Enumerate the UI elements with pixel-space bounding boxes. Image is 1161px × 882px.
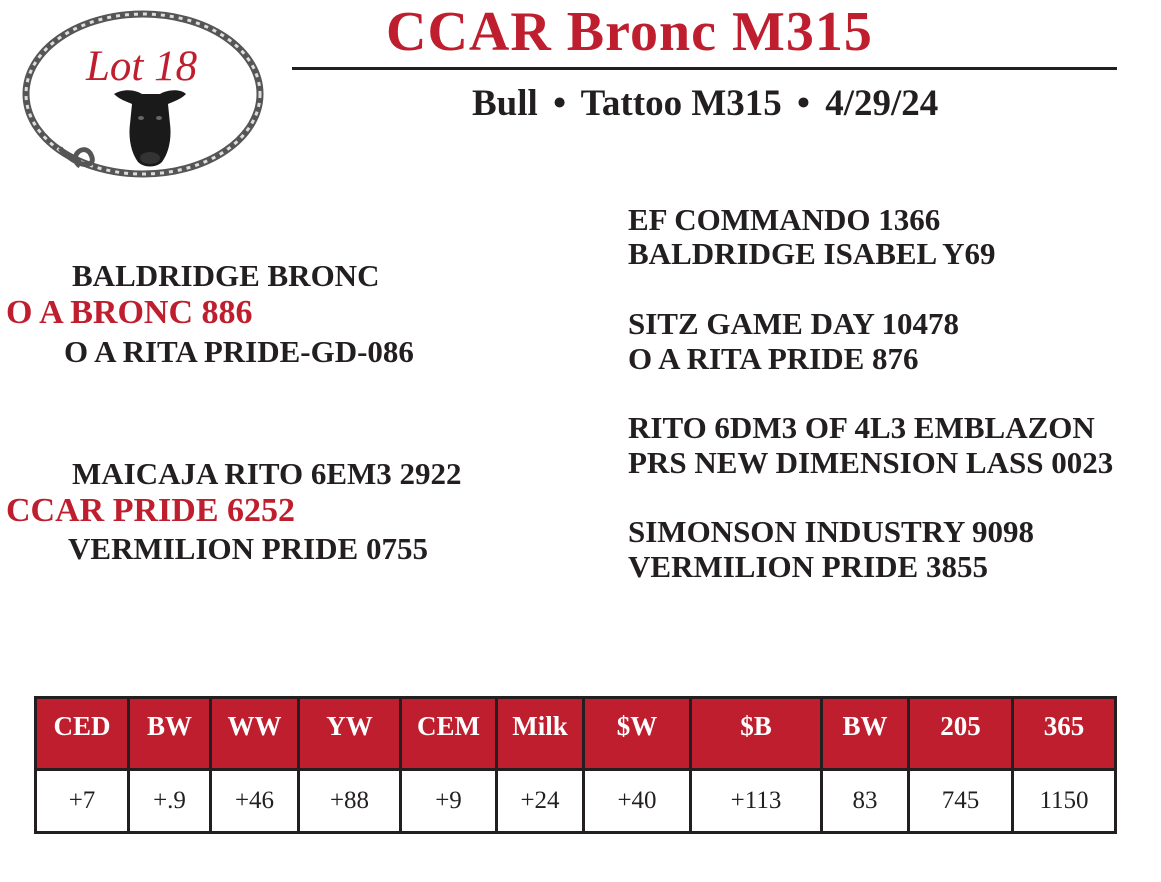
header-divider	[292, 67, 1117, 70]
epd-value-cell: +46	[211, 770, 299, 833]
epd-header-cell: WW	[211, 698, 299, 770]
epd-value-row	[36, 770, 1116, 833]
epd-header-cell: BW	[822, 698, 909, 770]
separator-dot: •	[553, 83, 567, 124]
lot-label: Lot 18	[86, 43, 198, 90]
epd-header-row	[36, 698, 1116, 770]
tattoo-label: Tattoo M315	[580, 83, 782, 124]
epd-header-cell: $B	[691, 698, 822, 770]
sire-dam: O A RITA PRIDE-GD-086	[64, 334, 414, 369]
epd-header-cell: $W	[584, 698, 691, 770]
grandparent-line: SIMONSON INDUSTRY 9098	[628, 514, 1034, 549]
epd-value-cell: +7	[36, 770, 129, 833]
grandparent-line: O A RITA PRIDE 876	[628, 341, 919, 376]
sire-sire: BALDRIDGE BRONC	[72, 258, 380, 293]
epd-header-cell: BW	[129, 698, 211, 770]
animal-title: CCAR Bronc M315	[386, 1, 873, 63]
grandparent-line: PRS NEW DIMENSION LASS 0023	[628, 445, 1114, 480]
dam-name: CCAR PRIDE 6252	[6, 492, 295, 529]
dam-sire: MAICAJA RITO 6EM3 2922	[72, 456, 462, 491]
epd-value-cell: +9	[401, 770, 497, 833]
epd-header-cell: 205	[909, 698, 1013, 770]
epd-value-cell: 1150	[1013, 770, 1116, 833]
dam-dam: VERMILION PRIDE 0755	[68, 531, 428, 566]
separator-dot: •	[797, 83, 810, 124]
birth-date: 4/29/24	[825, 83, 939, 124]
lot-logo	[20, 8, 270, 186]
epd-value-cell: +24	[497, 770, 584, 833]
angus-bull-head-icon	[110, 84, 190, 170]
epd-value-cell: +88	[299, 770, 401, 833]
epd-value-cell: 83	[822, 770, 909, 833]
epd-header-cell: CEM	[401, 698, 497, 770]
epd-value-cell: +113	[691, 770, 822, 833]
sire-name: O A BRONC 886	[6, 294, 253, 331]
epd-value-cell: 745	[909, 770, 1013, 833]
epd-header-cell: YW	[299, 698, 401, 770]
epd-header-cell: 365	[1013, 698, 1116, 770]
epd-value-cell: +.9	[129, 770, 211, 833]
animal-subtitle	[472, 82, 938, 125]
epd-value-cell: +40	[584, 770, 691, 833]
epd-header-cell: CED	[36, 698, 129, 770]
grandparent-line: BALDRIDGE ISABEL Y69	[628, 236, 996, 271]
grandparent-line: SITZ GAME DAY 10478	[628, 306, 960, 341]
grandparent-line: VERMILION PRIDE 3855	[628, 549, 988, 584]
sex-label: Bull	[472, 83, 538, 124]
epd-table	[34, 696, 1117, 834]
grandparent-line: EF COMMANDO 1366	[628, 202, 941, 237]
grandparent-line: RITO 6DM3 OF 4L3 EMBLAZON	[628, 410, 1095, 445]
epd-header-cell: Milk	[497, 698, 584, 770]
